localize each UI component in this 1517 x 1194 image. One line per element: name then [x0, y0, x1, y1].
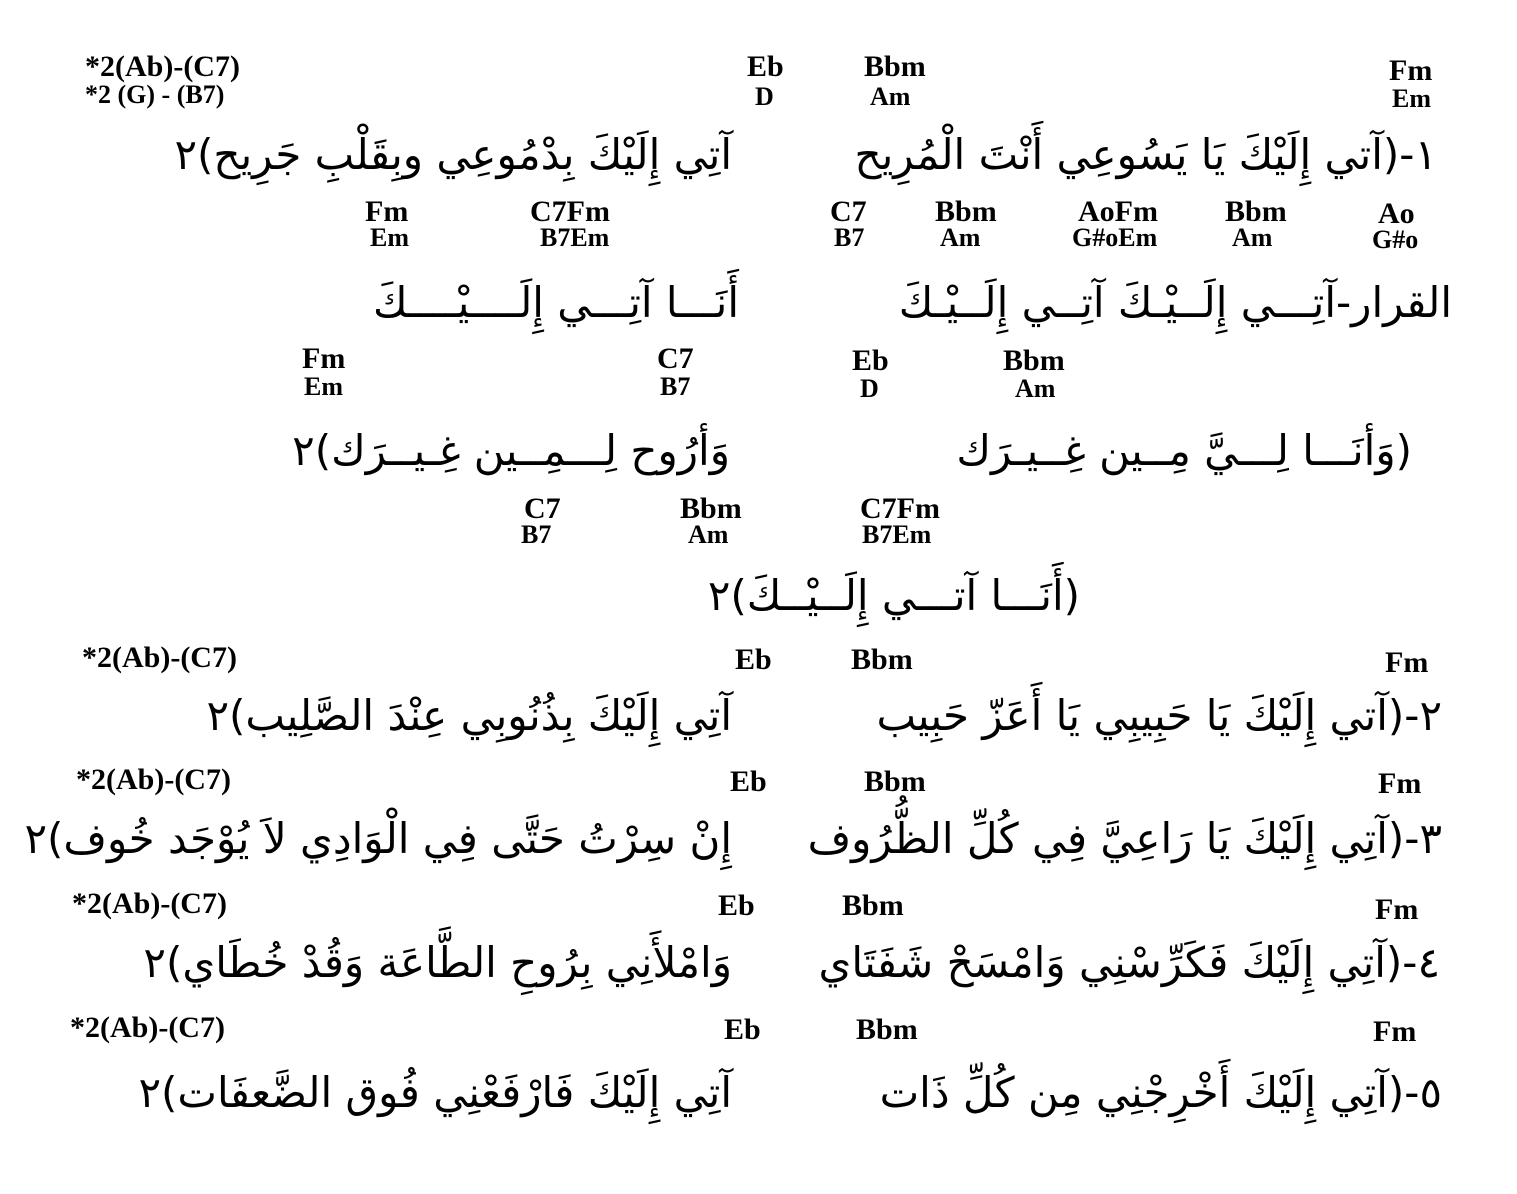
- chord-bbm: Bbm: [842, 889, 904, 922]
- chord-fm: Fm: [1373, 1015, 1417, 1048]
- chord-alt: Am: [1015, 374, 1056, 403]
- chord-intro: *2(Ab)-(C7): [85, 50, 240, 83]
- chord-am: Am: [870, 82, 911, 111]
- lyric-refrain1-left: أَنَـــا آتِـــي إِلَــــيْــــكَ: [372, 278, 739, 327]
- chord-em: Em: [1392, 84, 1431, 113]
- chord-intro: *2(Ab)-(C7): [70, 1011, 225, 1044]
- lyric-refrain3: (أَنَـــا آتـــي إِلَــيْــكَ)٢: [707, 571, 1080, 620]
- chord-eb: Eb: [718, 889, 755, 922]
- chord: Ao: [1378, 197, 1415, 230]
- lyric-verse4-left: وَامْلأَنِي بِرُوحِ الطَّاعَة وَقُدْ خُطَاي)٢: [143, 938, 732, 987]
- chord-bbm: Bbm: [864, 765, 926, 798]
- chord-alt: B7: [660, 372, 691, 401]
- chord-alt: Am: [1232, 223, 1273, 252]
- lyric-verse5-right: ٥-(آتِي إِلَيْكَ أَخْرِجْنِي مِن كُلِّ ذَات: [879, 1068, 1442, 1117]
- lyric-verse1-right: ١-(آتي إِلَيْكَ يَا يَسُوعِي أَنْتَ الْمُرِيح: [854, 130, 1437, 179]
- chord: C7Fm: [530, 195, 610, 228]
- chord-intro-alt: *2 (G) - (B7): [85, 80, 225, 109]
- chord-fm: Fm: [1378, 767, 1422, 800]
- chord: Bbm: [1003, 344, 1065, 377]
- chord-d: D: [755, 82, 774, 111]
- chord-eb: Eb: [724, 1013, 761, 1046]
- chord-eb: Eb: [730, 765, 767, 798]
- lyric-verse1-left: آتِي إِلَيْكَ بِدْمُوعِي وبِقَلْبِ جَرِيح)٢: [174, 130, 732, 179]
- chord-intro: *2(Ab)-(C7): [82, 641, 237, 674]
- lyric-verse2-left: آتِي إِلَيْكَ بِذُنُوبِي عِنْدَ الصَّلِيب)٢: [206, 691, 732, 740]
- chord: Bbm: [680, 492, 742, 525]
- lyric-refrain1-right: القرار-آتِـــي إِلَــيْـكَ آتِــي إِلَــيْـكَ: [898, 278, 1452, 327]
- chord-fm: Fm: [1375, 893, 1419, 926]
- chord-alt: D: [860, 374, 879, 403]
- chord-alt: G#oEm: [1072, 223, 1158, 252]
- lyric-refrain2-left: وَأرُوح لِـــمِــين غِـيــرَك)٢: [292, 426, 730, 475]
- lyric-verse3-left: إِنْ سِرْتُ حَتَّى فِي الْوَادِي لاَ يُوْجَد خُوف)٢: [24, 814, 732, 863]
- lyric-verse3-right: ٣-(آتِي إِلَيْكَ يَا رَاعِيَّ فِي كُلِّ الظُّرُوف: [807, 814, 1442, 863]
- chord-intro: *2(Ab)-(C7): [72, 887, 227, 920]
- lyric-verse2-right: ٢-(آتي إِلَيْكَ يَا حَبِيبِي يَا أَعَزّ حَبِيب: [876, 691, 1442, 740]
- chord-alt: B7: [521, 520, 552, 549]
- chord-alt: B7Em: [862, 520, 932, 549]
- chord-eb: Eb: [735, 643, 772, 676]
- chord-bbm: Bbm: [864, 50, 926, 83]
- chord-eb: Eb: [747, 50, 784, 83]
- chord-bbm: Bbm: [856, 1013, 918, 1046]
- chord: Fm: [302, 342, 346, 375]
- chord: Bbm: [1225, 195, 1287, 228]
- chord-alt: B7Em: [540, 223, 610, 252]
- chord: Bbm: [935, 195, 997, 228]
- chord: C7: [657, 342, 694, 375]
- chord-alt: B7: [834, 223, 865, 252]
- chord: C7: [524, 492, 561, 525]
- lyric-verse4-right: ٤-(آتِي إِلَيْكَ فَكَرِّسْنِي وَامْسَحْ شَفَتَاي: [818, 938, 1440, 987]
- chord-alt: Em: [304, 372, 343, 401]
- chord: Eb: [852, 344, 889, 377]
- chord: C7: [830, 195, 867, 228]
- chord: AoFm: [1078, 195, 1158, 228]
- chord: C7Fm: [860, 492, 940, 525]
- chord-bbm: Bbm: [851, 643, 913, 676]
- chord-alt: Em: [370, 223, 409, 252]
- chord-alt: G#o: [1372, 225, 1419, 254]
- lyric-refrain2-right: (وَأنَـــا لِـــيَّ مِــين غِــيـرَك: [956, 426, 1412, 475]
- chord-alt: Am: [688, 520, 729, 549]
- chord-intro: *2(Ab)-(C7): [76, 763, 231, 796]
- chord-fm: Fm: [1385, 646, 1429, 679]
- lyric-verse5-left: آتِي إِلَيْكَ فَارْفَعْنِي فُوق الضَّعفَات)٢: [138, 1068, 732, 1117]
- chord-alt: Am: [940, 223, 981, 252]
- chord-fm: Fm: [1389, 54, 1433, 87]
- chord: Fm: [365, 195, 409, 228]
